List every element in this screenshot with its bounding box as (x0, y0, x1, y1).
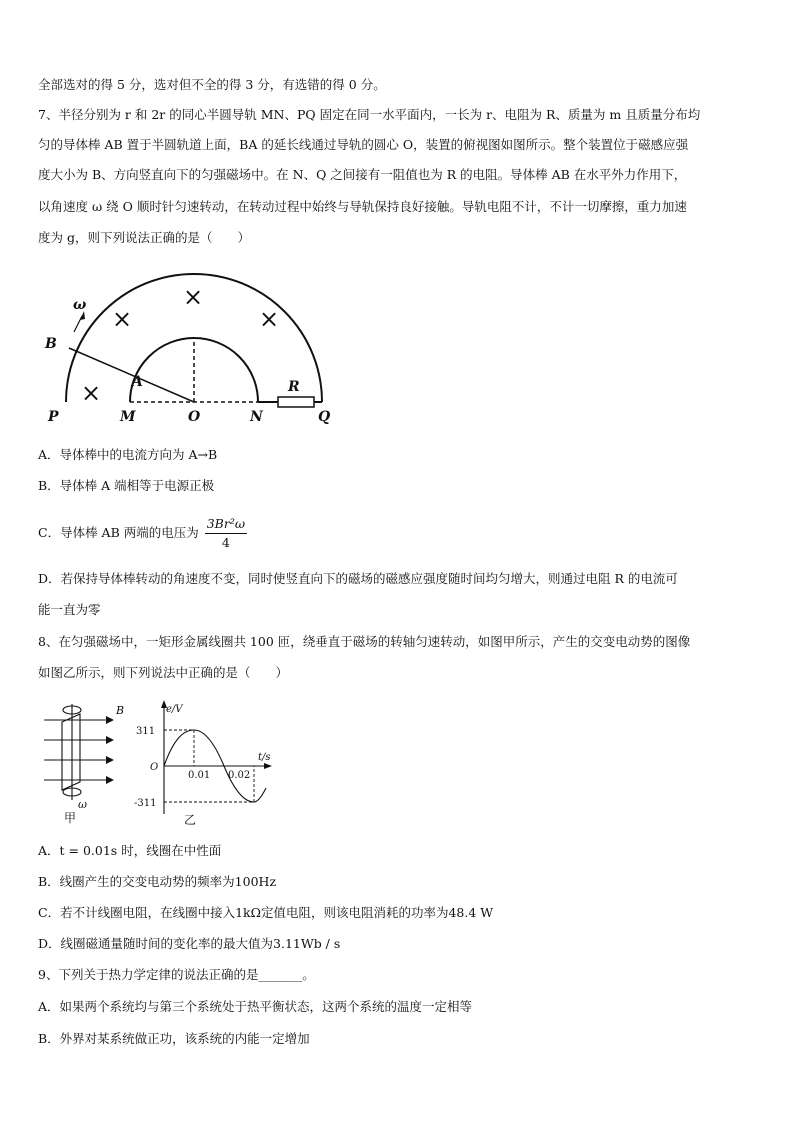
field-arrow-icon (106, 756, 114, 764)
q7-semicircle-rail-figure (38, 256, 348, 436)
intro-text: 全部选对的得 5 分，选对但不全的得 3 分，有选错的得 0 分。 (38, 77, 386, 92)
resistor-r (278, 397, 314, 407)
field-arrow-icon (106, 716, 114, 724)
label-omega: ω (78, 798, 87, 811)
label-b: B (116, 704, 125, 717)
tick-label-ymin: -311 (134, 798, 157, 809)
label-q: Q (318, 409, 331, 425)
label-n: N (250, 409, 263, 425)
caption-yi: 乙 (184, 813, 197, 827)
voltage-fraction (205, 515, 247, 552)
q7-stem-line: 7、半径分别为 r 和 2r 的同心半圆导轨 MN、PQ 固定在同一水平面内，一长为 r、电阻为 R、质量为 m 且质量分布均 (38, 107, 701, 122)
label-o: O (188, 409, 201, 425)
label-m: M (120, 409, 136, 425)
label-r: R (288, 379, 300, 395)
caption-jia: 甲 (64, 811, 77, 825)
q7-option-c (38, 515, 247, 552)
axis-label-y: e/V (166, 704, 183, 715)
q8-stem-line: 如图乙所示，则下列说法中正确的是（ ） (38, 665, 289, 680)
origin-label: O (150, 762, 159, 773)
label-a: A (132, 374, 143, 390)
field-arrow-icon (106, 776, 114, 784)
q7-option-d-cont: 能一直为零 (38, 602, 101, 617)
axis-label-x: t/s (258, 752, 271, 763)
q7-stem-line: 以角速度 ω 绕 O 顺时针匀速转动，在转动过程中始终与导轨保持良好接触。导轨电阻不计，不计一切摩擦，重力加速 (38, 199, 687, 214)
field-cross-icon: × (182, 283, 204, 311)
q7-option-b: B．导体棒 A 端相等于电源正极 (38, 478, 215, 493)
field-cross-icon: × (111, 305, 133, 333)
label-omega: ω (73, 297, 87, 313)
q8-option-a: A．t = 0.01s 时，线圈在中性面 (38, 843, 222, 858)
q9-option-b: B．外界对某系统做正功，该系统的内能一定增加 (38, 1031, 310, 1046)
field-cross-icon: × (258, 305, 280, 333)
q9-stem: 9、下列关于热力学定律的说法正确的是_______。 (38, 967, 315, 982)
q7-option-c-text: C．导体棒 AB 两端的电压为 (38, 525, 199, 540)
tick-label-t1: 0.01 (188, 770, 211, 781)
q8-option-b: B．线圈产生的交变电动势的频率为100Hz (38, 874, 277, 889)
label-b: B (45, 336, 57, 352)
tick-label-ymax: 311 (136, 726, 156, 737)
x-axis-arrow-icon (264, 763, 272, 769)
q7-stem-line: 度大小为 B、方向竖直向下的匀强磁场中。在 N、Q 之间接有一阻值也为 R 的电阻。导体棒 AB 在水平外力作用下， (38, 167, 687, 182)
q8-option-d: D．线圈磁通量随时间的变化率的最大值为3.11Wb / s (38, 936, 341, 951)
q8-option-c: C．若不计线圈电阻，在线圈中接入1kΩ定值电阻，则该电阻消耗的功率为48.4 W (38, 905, 494, 920)
q9-option-a: A．如果两个系统均与第三个系统处于热平衡状态，这两个系统的温度一定相等 (38, 999, 473, 1014)
q7-stem-line: 度为 g，则下列说法正确的是（ ） (38, 230, 250, 245)
label-p: P (48, 409, 59, 425)
q8-stem-line: 8、在匀强磁场中，一矩形金属线圈共 100 匝，绕垂直于磁场的转轴匀速转动，如图甲所示，产生的交变电动势的图像 (38, 634, 691, 649)
rectangular-coil (62, 714, 80, 790)
field-arrow-icon (106, 736, 114, 744)
fraction-numerator: 3Br²ω (205, 515, 247, 534)
q7-stem-line: 匀的导体棒 AB 置于半圆轨道上面，BA 的延长线通过导轨的圆心 O，装置的俯视图如图所示。整个装置位于磁感应强 (38, 137, 689, 152)
q8-figure-yi-emf-graph (128, 698, 278, 830)
q7-option-d: D．若保持导体棒转动的角速度不变，同时使竖直向下的磁场的磁感应强度随时间均匀增大，则通过电阻 R 的电流可 (38, 571, 678, 586)
field-cross-icon: × (80, 379, 102, 407)
tick-label-t2: 0.02 (228, 770, 251, 781)
q8-figure-jia-coil (38, 700, 130, 828)
q7-option-a: A．导体棒中的电流方向为 A→B (38, 447, 218, 462)
fraction-denominator: 4 (221, 535, 230, 550)
